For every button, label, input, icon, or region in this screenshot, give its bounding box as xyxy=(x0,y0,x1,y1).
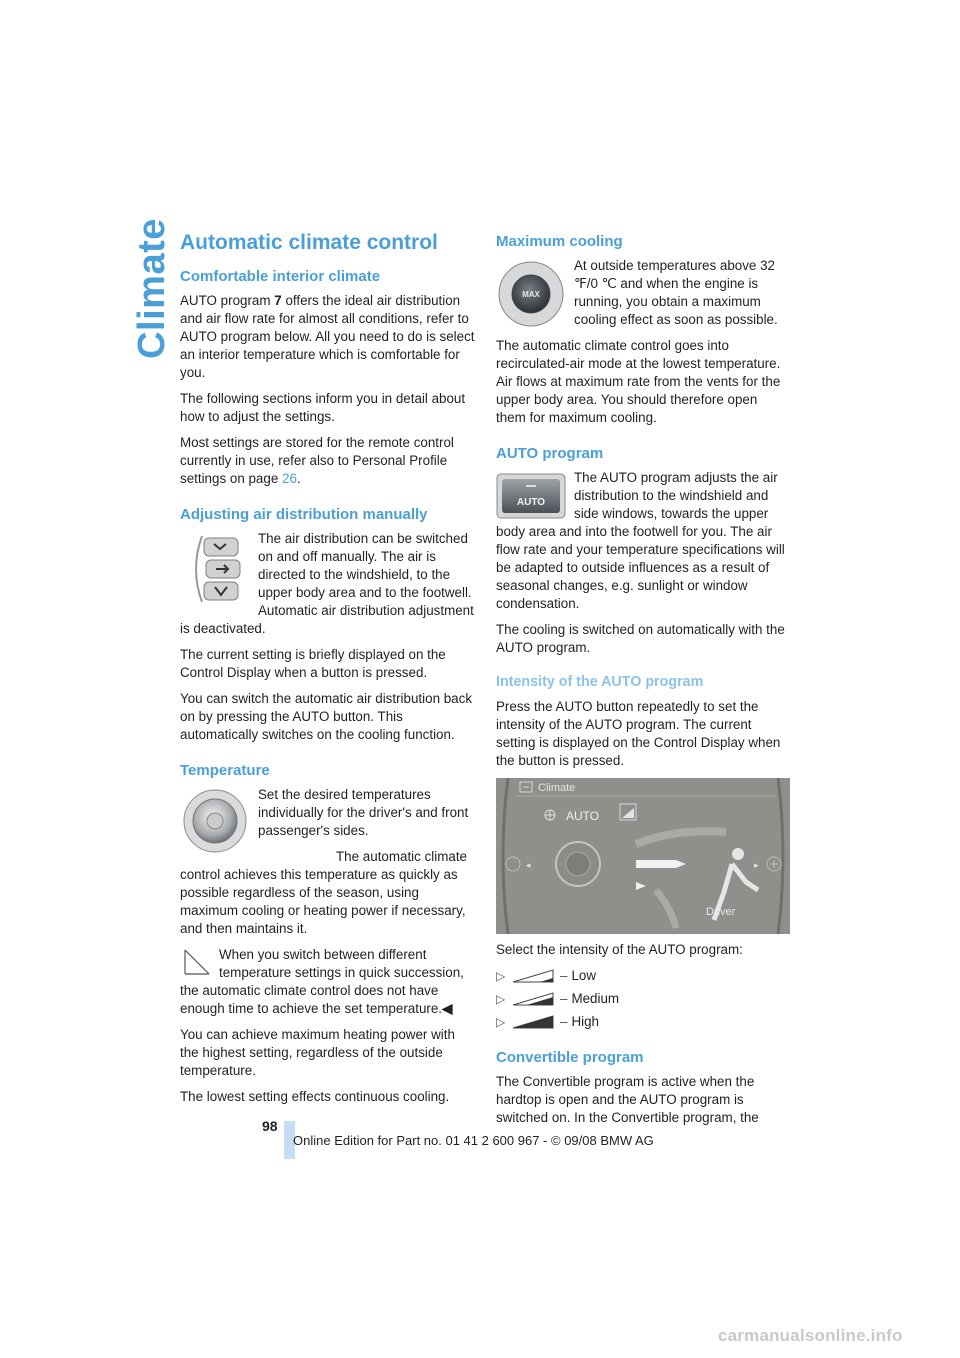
footer-edition: Online Edition for Part no. 01 41 2 600 967 - © 09/08 BMW AG xyxy=(293,1133,654,1148)
airdist-paragraph-1: The air distribution can be switched on and off manually. The air is directed to the windshield, to the upper body area and to the footwell. Automatic air distribution adjustment is deactivated. xyxy=(180,531,474,636)
temperature-note-text: When you switch between different temperature settings in quick succession, the automatic climate control does not have enough time to achieve the set temperature. xyxy=(180,947,464,1016)
auto-program-paragraph-2: The cooling is switched on automatically with the AUTO program. xyxy=(496,622,785,655)
auto-program-heading: AUTO program xyxy=(496,445,604,462)
watermark: carmanualsonline.info xyxy=(718,1326,903,1345)
display-menu-title: Climate xyxy=(538,782,576,794)
intensity-level-low: ▷ – Low xyxy=(496,968,597,983)
auto-program-paragraph-1: The AUTO program adjusts the air distribution to the windshield and side windows, towards the upper body area and into the footwell for you. The air flow rate and your temperature specifications will be adapted to outside influences as a result of seasonal changes, e.g. sunlight or window condensation. xyxy=(496,470,785,611)
right-column xyxy=(496,226,790,1135)
left-column xyxy=(180,226,475,1114)
max-button-image xyxy=(496,259,566,329)
intensity-level-list xyxy=(496,967,790,1031)
intensity-level-high: ▷ – High xyxy=(496,1014,599,1029)
fan-icon xyxy=(545,810,555,820)
air-distribution-buttons-image xyxy=(180,532,250,606)
max-cooling-paragraph-1: At outside temperatures above 32 ℉/0 ℃ and when the engine is running, you obtain a maximum cooling effect as soon as possible. xyxy=(574,258,778,327)
select-intensity-text: Select the intensity of the AUTO program: xyxy=(496,942,743,957)
page-number: 98 xyxy=(262,1118,278,1134)
convertible-paragraph-1: The Convertible program is active when the hardtop is open and the AUTO program is switched on. In the Convertible program, the xyxy=(496,1074,759,1125)
intensity-paragraph-1: Press the AUTO button repeatedly to set the intensity of the AUTO program. The current setting is displayed on the Control Display when the button is pressed. xyxy=(496,699,781,768)
section-tab xyxy=(130,217,173,359)
upper-body-button-icon xyxy=(206,560,240,578)
section-tab-label: Climate xyxy=(130,217,173,359)
note-end-mark: ◀ xyxy=(442,1001,453,1016)
airflow-arrow-icon xyxy=(636,860,686,868)
max-cooling-heading: Maximum cooling xyxy=(496,233,623,250)
windshield-button-icon xyxy=(204,538,238,556)
svg-text:MAX: MAX xyxy=(522,290,540,299)
right-arrow-icon: ▸ xyxy=(754,860,759,870)
airdist-paragraph-2: The current setting is briefly displayed on the Control Display when a button is pressed. xyxy=(180,647,446,680)
temperature-paragraph-2: The automatic climate control achieves this temperature as quickly as possible regardless of the season, using maximum cooling or heating power if necessary, and then maintains it. xyxy=(180,849,467,936)
intensity-level-label: Medium xyxy=(571,991,620,1006)
intensity-level-label: High xyxy=(571,1014,599,1029)
intensity-medium-icon xyxy=(512,992,554,1006)
temperature-note xyxy=(180,946,475,1018)
intensity-level-medium: ▷ – Medium xyxy=(496,991,620,1006)
control-display-screenshot xyxy=(496,778,790,934)
comfort-paragraph-1: AUTO program 7 offers the ideal air distribution and air flow rate for almost all conditions, refer to AUTO program below. All you need to do is select an interior temperature which is comfortable for you. xyxy=(180,293,475,380)
intensity-high-icon xyxy=(512,1015,554,1029)
temperature-knob-image xyxy=(180,788,250,854)
display-mode: AUTO xyxy=(566,809,600,823)
temperature-paragraph-4: The lowest setting effects continuous cooling. xyxy=(180,1089,450,1104)
convertible-heading: Convertible program xyxy=(496,1049,644,1066)
max-cooling-paragraph-2: The automatic climate control goes into recirculated-air mode at the lowest temperature. Air flows at maximum rate from the vents for the upper body area. You should therefore open them for maximum cooling. xyxy=(496,338,781,425)
comfort-paragraph-2: The following sections inform you in detail about how to adjust the settings. xyxy=(180,391,466,424)
intensity-heading: Intensity of the AUTO program xyxy=(496,674,704,690)
airdist-paragraph-3: You can switch the automatic air distribution back on by pressing the AUTO button. This automatically switches on the cooling function. xyxy=(180,691,473,742)
intensity-level-label: Low xyxy=(571,968,597,983)
auto-button-image xyxy=(496,473,566,519)
intensity-low-icon xyxy=(512,969,554,983)
left-arrow-icon: ◂ xyxy=(526,860,531,870)
page-link[interactable]: 26 xyxy=(282,471,297,486)
page-title: Automatic climate control xyxy=(180,231,438,254)
display-side-label: Driver xyxy=(706,906,736,918)
airdist-heading: Adjusting air distribution manually xyxy=(180,506,428,523)
comfort-heading: Comfortable interior climate xyxy=(180,268,381,285)
temperature-heading: Temperature xyxy=(180,762,270,779)
comfort-paragraph-3: Most settings are stored for the remote control currently in use, refer also to Personal Profile settings on page 26. xyxy=(180,435,454,486)
footwell-button-icon xyxy=(204,582,238,600)
svg-text:AUTO: AUTO xyxy=(516,497,546,508)
note-icon xyxy=(183,948,211,976)
temperature-paragraph-1: Set the desired temperatures individually for the driver's and front passenger's sides. xyxy=(258,787,469,838)
temperature-paragraph-3: You can achieve maximum heating power with the highest setting, regardless of the outside temperature. xyxy=(180,1027,455,1078)
